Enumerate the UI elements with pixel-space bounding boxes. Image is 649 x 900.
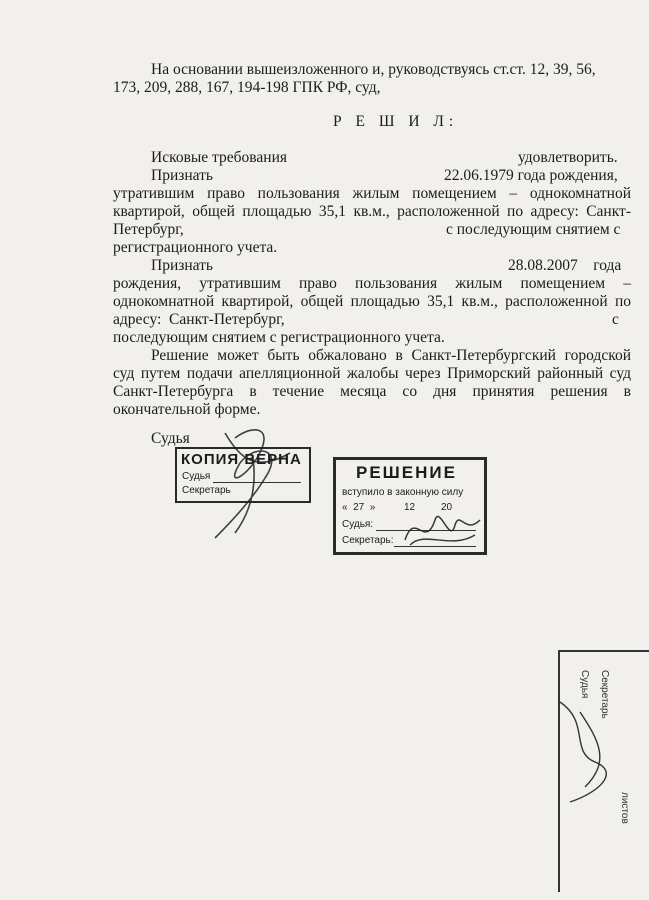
p3-recognize: Признать: [151, 257, 213, 274]
edge-stamp-secretary: Секретарь: [599, 670, 610, 719]
p4-line-3: Санкт-Петербурга в течение месяца со дня принятия решения в: [113, 383, 631, 400]
judge-signature: [195, 418, 315, 548]
edge-stamp-signature: [550, 692, 630, 812]
judge-label: Судья: [151, 430, 190, 447]
p4-line-4: окончательной форме.: [113, 401, 261, 418]
claims-label: Исковые требования: [151, 149, 287, 166]
p2-recognize: Признать: [151, 167, 213, 184]
p3-line-5: последующим снятием с регистрационного учета.: [113, 329, 445, 346]
stamp-copy-judge: Судья: [182, 471, 211, 482]
edge-stamp: [558, 650, 649, 892]
p3-birthdate: 28.08.2007 года: [508, 257, 622, 274]
stamp-decision-year: 20: [441, 502, 453, 513]
p2-line-3: квартирой, общей площадью 35,1 кв.м., расположенной по адресу: Санкт-: [113, 203, 631, 220]
edge-stamp-judge: Судья: [579, 670, 590, 699]
claims-satisfy: удовлетворить.: [518, 149, 618, 166]
stamp-decision-judge: Судья:: [342, 519, 374, 530]
p2-birthdate: 22.06.1979 года рождения,: [444, 167, 618, 184]
stamp-decision-day: « 27 »: [342, 502, 376, 513]
stamp-decision-month: 12: [404, 502, 416, 513]
intro-line-1: На основании вышеизложенного и, руководствуясь ст.ст. 12, 39, 56,: [151, 61, 596, 78]
p3-line-4-right: с: [612, 311, 619, 328]
p3-line-2: рождения, утратившим право пользования жилым помещением –: [113, 275, 631, 292]
edge-stamp-sheets: листов: [619, 792, 630, 824]
p2-line-5: регистрационного учета.: [113, 239, 278, 256]
p2-line-2: утратившим право пользования жилым помещением – однокомнатной: [113, 185, 631, 202]
stamp-decision-subtitle: вступило в законную силу: [342, 487, 464, 498]
p4-line-1: Решение может быть обжаловано в Санкт-Петербургский городской: [151, 347, 631, 364]
stamp-decision-title: РЕШЕНИЕ: [356, 463, 457, 482]
p2-line-4-right: с последующим снятием с: [446, 221, 621, 238]
secretary-signature: [395, 500, 485, 560]
p2-line-4-left: Петербург,: [113, 221, 184, 238]
intro-line-2: 173, 209, 288, 167, 194-198 ГПК РФ, суд,: [113, 79, 381, 96]
p4-line-2: суд путем подачи апелляционной жалобы через Приморский районный суд: [113, 365, 631, 382]
stamp-decision-secretary: Секретарь:: [342, 535, 394, 546]
stamp-copy-secretary: Секретарь: [182, 485, 231, 496]
p3-line-4-left: адресу: Санкт-Петербург,: [113, 311, 285, 328]
stamp-copy-title: КОПИЯ ВЕРНА: [181, 451, 302, 468]
decision-title: Р Е Ш И Л:: [333, 113, 459, 130]
p3-line-3: однокомнатной квартирой, общей площадью 35,1 кв.м., расположенной по: [113, 293, 631, 310]
